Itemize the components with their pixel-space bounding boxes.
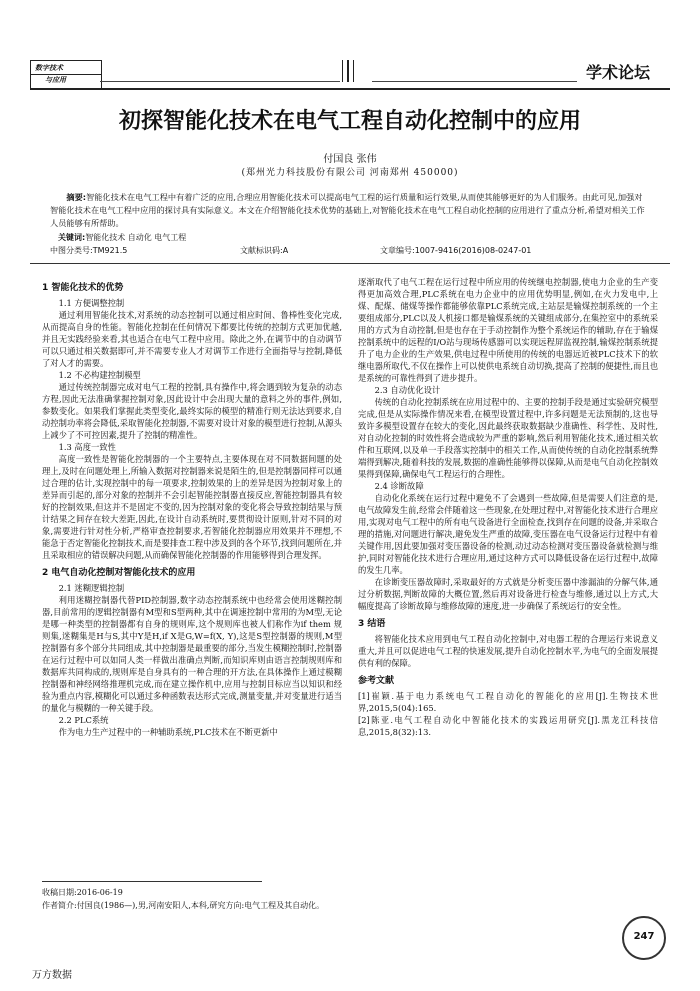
received-date: 收稿日期:2016-06-19 (42, 888, 123, 897)
keywords (58, 232, 186, 243)
abstract (50, 191, 650, 230)
abstract-label: 摘要: (66, 192, 87, 202)
heading-1: 1 智能化技术的优势 (42, 283, 124, 293)
clc-number: 中图分类号:TM921.5 (50, 246, 128, 255)
heading-1-2: 1.2 不必构建控制模型 (58, 370, 141, 380)
document-code: 文献标识码:A (240, 246, 289, 255)
reference-item: [1]崔颖.基于电力系统电气工程自动化的智能化的应用[J].生物技术世界,2015,5(04):165. (358, 691, 658, 713)
section-title: 学术论坛 (586, 63, 651, 82)
article-title: 初探智能化技术在电气工程自动化控制中的应用 (118, 109, 581, 134)
heading-1-3: 1.3 高度一致性 (58, 442, 116, 452)
header-rule-right (372, 81, 577, 82)
references-title: 参考文献 (358, 676, 395, 686)
keywords-label: 关键词: (58, 233, 86, 242)
heading-2-2: 2.2 PLC系统 (58, 715, 109, 725)
abstract-text: 智能化技术在电气工程中有着广泛的应用,合理应用智能化技术可以提高电气工程的运行质量和运行效果,从而使其能够更好的为人们服务。由此可见,加强对智能化技术在电气工程中应用的探讨具有实际意义。本文在介绍智能化技术优势的基础上,对智能化技术在电气工程自动化控制的应用进行了重点分析,希望对相关工作人员能够有所帮助。 (50, 192, 645, 228)
header-bottom-rule (30, 88, 670, 90)
paragraph: 传统的自动化控制系统在应用过程中的、主要的控制手段是通过实验研究模型完成,但是从实际操作情况来看,在模型设置过程中,许多问题是无法预制的,这也导致许多模型设置存在较大的变化,因此最终获取数据缺少准确性、科学性、及时性,对自动化控制的时效性将会造成较为严重的影响,然后利用智能化技术,通过相关软件和互联网,以及单一手段落实控制中的相关工作,从而使传统的自动化控制系统弊端得到解决,随着科技的发展,数据的准确性能够得以保障,从而是电气自动化控制效果得到保障,确保电气工程运行的合理性。 (358, 397, 658, 479)
page-number-badge (622, 916, 666, 960)
paragraph: 将智能化技术应用到电气工程自动化控制中,对电器工程的合理运行来说意义重大,并且可以促进电气工程的快速发展,提升自动化控制水平,为电气的全面发展提供有利的保障。 (358, 634, 658, 668)
paragraph: 通过传统控制器完成对电气工程的控制,具有操作中,将会遇到较为复杂的动态方程,因此无法准确掌握控制对象,因此设计中会出现大量的意料之外的事件,例如,参数变化。如果我们掌握此类型变化,最终实际的模型的精准行则无法达到要求,自动控制功率将会降低,采取智能化控制器,不需要对设计对象的模型进行控制,从源头上减少了不可控因素,提升了控制的精准性。 (42, 382, 342, 440)
header-bars-decoration (342, 60, 358, 82)
journal-name-line1: 数字技术 (35, 63, 63, 72)
footnote-separator (42, 881, 262, 882)
keywords-text: 智能化技术 自动化 电气工程 (85, 233, 187, 242)
paragraph: 在诊断变压器故障时,采取最好的方式就是分析变压器中渗漏油的分解气体,通过分析数据,判断故障的大概位置,然后再对设备进行检查与维修,通过以上方式,大幅度提高了诊断故障与维修故障的速度,进一步确保了系统运行的安全性。 (358, 577, 658, 611)
reference-item: [2]陈亚.电气工程自动化中智能化技术的实践运用研究[J].黑龙江科技信息,2015,8(32):13. (358, 715, 658, 737)
paragraph: 作为电力生产过程中的一种辅助系统,PLC技术在不断更新中 (58, 727, 278, 737)
paragraph: 高度一致性是智能化控制器的一个主要特点,主要体现在对不同数据间题的处理上,及时在问题处理上,所输入数据对控制器来说是陌生的,但是控制器同样可以通过合理的估计,实现控制中的每一项要求,控制效果的上的差异是因为控制对象上的差异而引起的,部分对象的控制并不会引起智能控制器直接反应,智能控制器具有较好的控制效果,但这并不是固定不变的,因为控制对象的变化将会导致控制结果与预计结果之间存在较大差距,因此,在设计自动系统时,要贯彻设计原则,针对不同的对象,需要进行针对性分析,严格审查控制要求,若智能化控制器应用效果并不理想,不能急于否定智能化控制技术,而是要排查工程中涉及到的各个环节,找到问题所在,并且采取相应的错误解决问题,从而确保智能化控制器的作用能够得到合理发挥。 (42, 454, 342, 560)
footnote (42, 886, 324, 912)
paragraph: 自动化化系统在运行过程中避免不了会遇到一些故障,但是需要人们注意的是,电气故障发生前,经常会伴随着这一些现象,在处理过程中,对智能化技术进行合理应用,实现对电气工程中的所有电气设备进行全面检查,找到存在问题的设备,并采取合理的措施,对问题进行解决,避免发生严重的故障,变压器在电气设备运行过程中有着关键作用,因此要加强对变压器设备的检测,动过动态检测对变压器设备就检测与维护,同时对智能化技术进行合理应用,通过这种方式可以降低设备在运行过程中,故障的发生几率。 (358, 493, 658, 575)
heading-2-3: 2.3 自动优化设计 (374, 385, 441, 395)
article-number: 文章编号:1007-9416(2016)08-0247-01 (380, 246, 532, 255)
author-bio: 作者简介:付国良(1986—),男,河南安阳人,本科,研究方向:电气工程及其自动化。 (42, 901, 325, 910)
journal-name-line2: 与应用 (45, 75, 66, 84)
heading-2: 2 电气自动化控制对智能化技术的应用 (42, 568, 196, 578)
heading-1-1: 1.1 方便调整控制 (58, 298, 125, 308)
authors: 付国良 张伟 (323, 154, 377, 165)
paragraph: 通过利用智能化技术,对系统的动态控制可以通过相应时间、鲁棒性变化完成,从而提高自身的性能。智能化控制在任何情况下都要比传统的控制方式更加优越,并且无实践经验来看,其也适合在电气工程中应用。除此之外,在调节中的自动调节可以只通过相关数据即可,并不需要专业人才对调节工作进行全面指导与控制,降低了对人才的需要。 (42, 310, 342, 368)
affiliation: (郑州光力科技股份有限公司 河南郑州 450000) (241, 168, 459, 178)
heading-2-4: 2.4 诊断故障 (374, 481, 424, 491)
header-rule-left (100, 81, 340, 82)
watermark: 万方数据 (32, 970, 72, 981)
heading-3: 3 结语 (358, 619, 386, 629)
logo-divider (31, 74, 101, 75)
heading-2-1: 2.1 迷糊逻辑控制 (58, 583, 125, 593)
paragraph: 逐渐取代了电气工程在运行过程中所应用的传统继电控制器,使电力企业的生产变得更加高效合理,PLC系统在电力企业中的应用优势明显,例如,在火力发电中,上煤、配煤、储煤等操作都能够依靠PLC系统完成,主站层是输煤控制系统的一个主要组成部分,PLC以及人机接口都是输煤系统的关键组成部分,在集控室中的系统采用的方式为自动控制,但是也存在于手动控制作为整个系统运作的辅助,存在于输煤控制系统中的远程的I/O站与现场传感器可以实现远程屏监视控制,输煤控制系统提升了电力企业的生产效果,供电过程中所使用的传统的电器远近被PLC技术下的软继电器所取代,不仅在操作上可以使供电系统自动切换,提高了控制的便捷性,而且也是系统的可靠性得到了进步提升。 (358, 277, 658, 383)
left-column (42, 276, 342, 738)
right-column (358, 276, 658, 738)
page-number: 247 (633, 931, 655, 942)
journal-logo-box (30, 60, 102, 89)
paragraph: 利用迷糊控制器代替PID控制器,数字动态控制系统中也经常会使用迷糊控制器,目前常用的逻辑控制器有M型和S型两种,其中在调速控制中常用的为M型,无论是哪一种类型的控制器都有自身的规则库,这个规则库也被人们称作为if them 规则集,迷糊集是H与S,其中Y是H,if X是G,W=f(X, Y),这是S型控制器的规则,M型控制器有多个部分共同组成,其中控制器是最重要的部分,当发生模糊控制时,控制器在运行过程中可以如同人类一样做出准确点判断,而知识库则由语言控制规则库和数据库共同构成的,规则库是自身具有的一种合理的开方法,在具体操作上通过模糊控制器和神经网络推理机完成,而在建立操作机中,应用与控制目标应当以知识和经验为重点内容,模糊化可以通过多种函数表达形式完成,测量变量,并对变量进行适当的量化与模糊的一种关键手段。 (42, 595, 342, 713)
abstract-separator (30, 263, 670, 264)
